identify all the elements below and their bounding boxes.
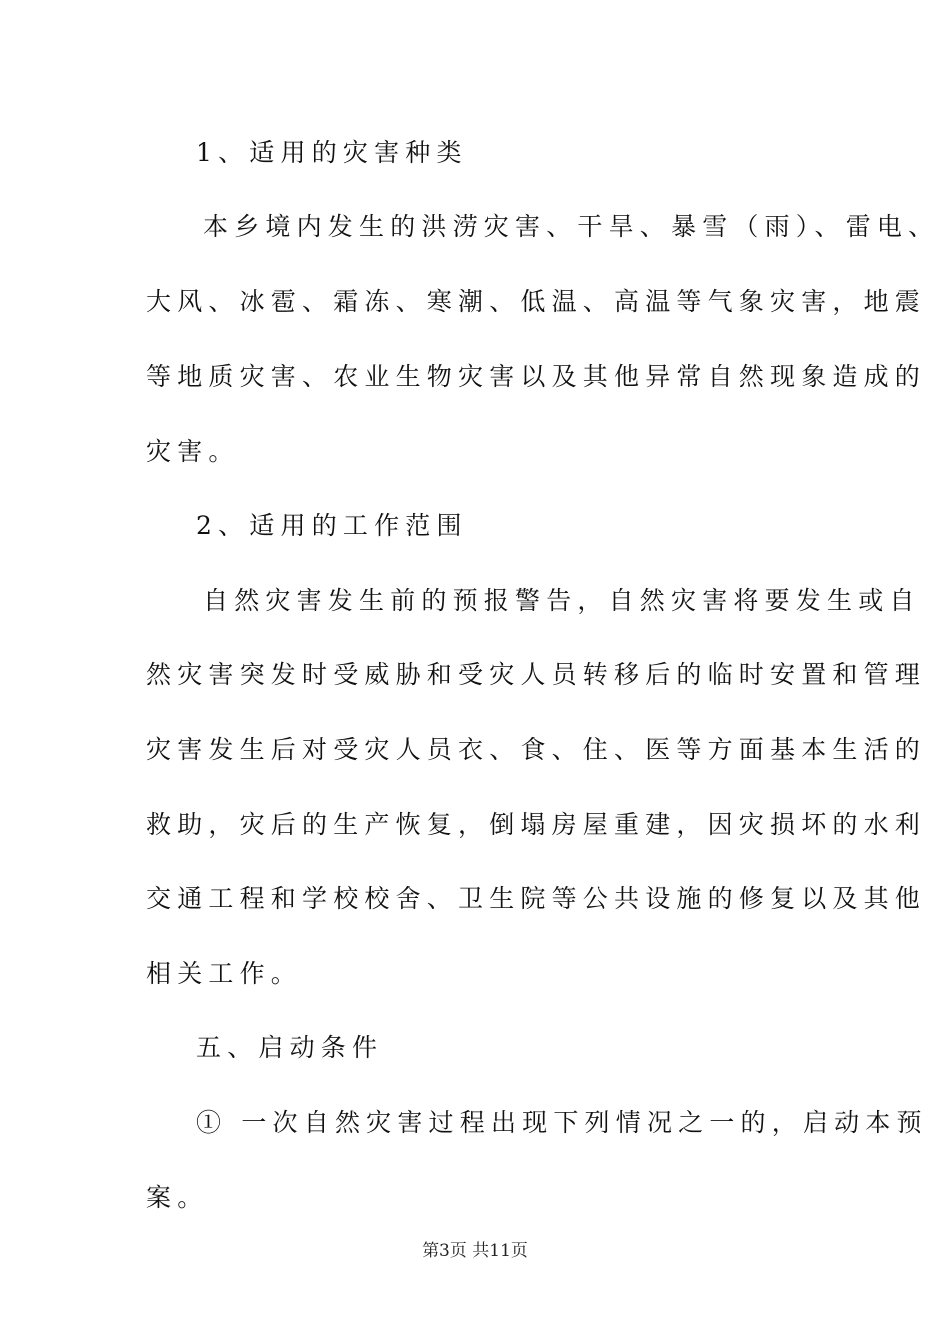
paragraph-line: 自然灾害发生前的预报警告，自然灾害将要发生或自 [203, 586, 921, 615]
paragraph-line: 救助，灾后的生产恢复，倒塌房屋重建，因灾损坏的水利 [146, 810, 927, 839]
paragraph-line: 灾害发生后对受灾人员衣、食、住、医等方面基本生活的 [146, 735, 927, 764]
paragraph-line: 本乡境内发生的洪涝灾害、干旱、暴雪（雨）、雷电、 [203, 212, 940, 241]
paragraph-line: 大风、冰雹、霜冻、寒潮、低温、高温等气象灾害，地震 [146, 287, 927, 316]
section-heading: 2、适用的工作范围 [196, 511, 468, 540]
paragraph-line: 等地质灾害、农业生物灾害以及其他异常自然现象造成的 [146, 362, 927, 391]
paragraph-line: ① 一次自然灾害过程出现下列情况之一的，启动本预 [196, 1108, 928, 1137]
paragraph-line: 相关工作。 [146, 959, 303, 988]
paragraph-line: 灾害。 [146, 437, 240, 466]
paragraph-line: 交通工程和学校校舍、卫生院等公共设施的修复以及其他 [146, 884, 927, 913]
section-heading: 1、适用的灾害种类 [196, 138, 468, 167]
page-number-footer: 第3页 共11页 [422, 1241, 528, 1261]
paragraph-line: 然灾害突发时受威胁和受灾人员转移后的临时安置和管理 [146, 660, 927, 689]
section-heading: 五、启动条件 [196, 1033, 384, 1062]
paragraph-line: 案。 [146, 1183, 209, 1212]
